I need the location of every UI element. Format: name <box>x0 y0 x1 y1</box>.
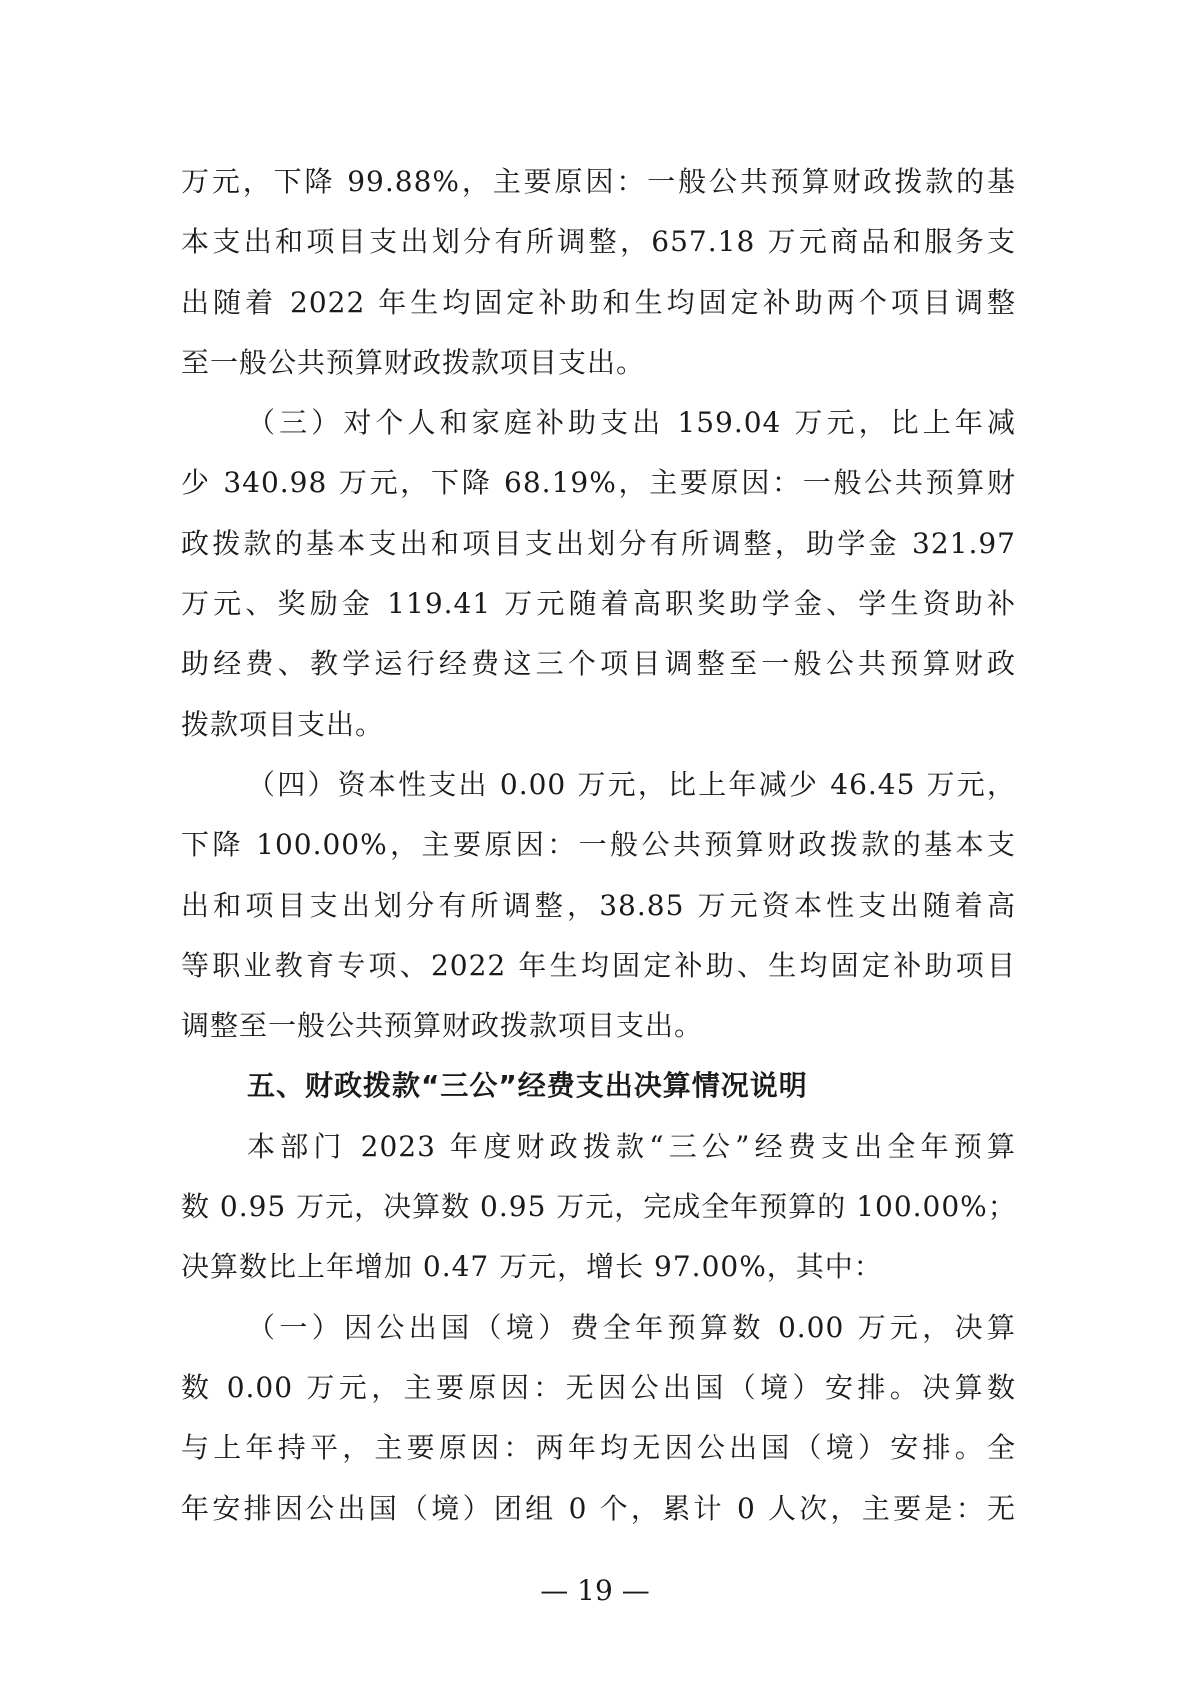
document-body <box>181 152 1016 1539</box>
paragraph-line: 政拨款的基本支出和项目支出划分有所调整，助学金 321.97 <box>181 526 1016 560</box>
paragraph-line: （一）因公出国（境）费全年预算数 0.00 万元，决算 <box>247 1310 1016 1344</box>
paragraph-line: 万元、奖励金 119.41 万元随着高职奖助学金、学生资助补 <box>181 587 1016 621</box>
paragraph-line: 等职业教育专项、2022 年生均固定补助、生均固定补助项目 <box>181 948 1016 982</box>
paragraph-line: 下降 100.00%，主要原因：一般公共预算财政拨款的基本支 <box>181 828 1016 862</box>
page-number: — 19 — <box>540 1574 650 1607</box>
paragraph-line: 与上年持平，主要原因：两年均无因公出国（境）安排。全 <box>181 1431 1016 1465</box>
paragraph-line: 本部门 2023 年度财政拨款“三公”经费支出全年预算 <box>247 1129 1016 1163</box>
paragraph-line: 出随着 2022 年生均固定补助和生均固定补助两个项目调整 <box>181 285 1016 319</box>
paragraph-line: 数 0.00 万元，主要原因：无因公出国（境）安排。决算数 <box>181 1370 1016 1404</box>
paragraph-line: 调整至一般公共预算财政拨款项目支出。 <box>181 1009 704 1043</box>
paragraph-line: 决算数比上年增加 0.47 万元，增长 97.00%，其中： <box>181 1250 883 1284</box>
paragraph-line: 出和项目支出划分有所调整，38.85 万元资本性支出随着高 <box>181 888 1016 922</box>
paragraph-line: 本支出和项目支出划分有所调整，657.18 万元商品和服务支 <box>181 225 1016 259</box>
paragraph-line: 万元，下降 99.88%，主要原因：一般公共预算财政拨款的基 <box>181 165 1016 198</box>
paragraph-line: 少 340.98 万元，下降 68.19%，主要原因：一般公共预算财 <box>181 466 1016 500</box>
paragraph-line: 拨款项目支出。 <box>181 707 385 741</box>
section-heading: 五、财政拨款“三公”经费支出决算情况说明 <box>247 1069 808 1103</box>
paragraph-line: 至一般公共预算财政拨款项目支出。 <box>181 345 646 379</box>
paragraph-line: （四）资本性支出 0.00 万元，比上年减少 46.45 万元， <box>247 767 1016 801</box>
paragraph-line: （三）对个人和家庭补助支出 159.04 万元，比上年减 <box>247 406 1016 440</box>
paragraph-line: 年安排因公出国（境）团组 0 个，累计 0 人次，主要是：无 <box>181 1491 1016 1525</box>
paragraph-line: 助经费、教学运行经费这三个项目调整至一般公共预算财政 <box>181 647 1016 681</box>
paragraph-line: 数 0.95 万元，决算数 0.95 万元，完成全年预算的 100.00%； <box>181 1190 1017 1224</box>
